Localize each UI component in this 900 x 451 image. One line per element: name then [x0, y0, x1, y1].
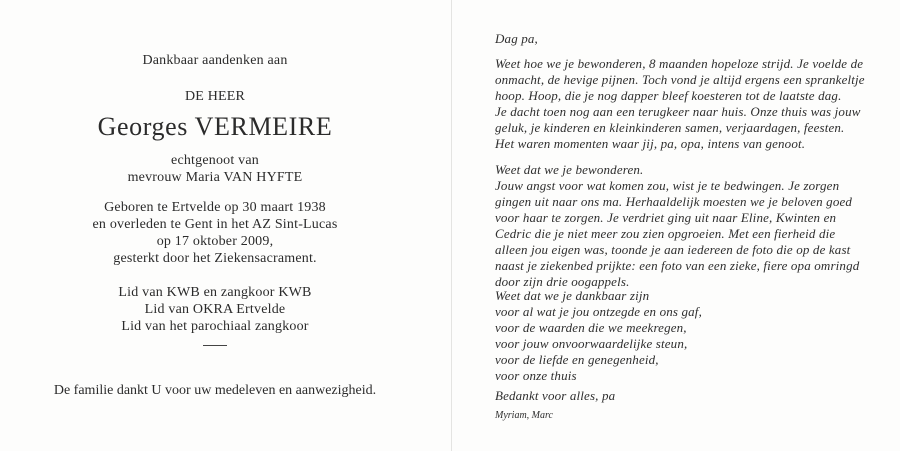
- closing-line: Bedankt voor alles, pa: [495, 388, 616, 403]
- poem-line: Het waren momenten waar jij, pa, opa, intens van genoot.: [495, 136, 806, 151]
- membership-line: Lid van OKRA Ertvelde: [144, 302, 286, 317]
- poem-line: geluk, je kinderen en kleinkinderen samen, verjaardagen, feesten.: [495, 120, 845, 135]
- poem-line: hoop. Hoop, die je nog dapper bleef koesteren tot de laatste dag.: [495, 88, 842, 103]
- poem-line: naast je ziekenbed prijkte: een foto van een zieke, fiere opa omringd: [495, 258, 860, 273]
- poem-line: Weet dat we je dankbaar zijn: [495, 288, 650, 303]
- spouse-label: echtgenoot van: [171, 153, 259, 168]
- family-thanks: De familie dankt U voor uw medeleven en aanwezigheid.: [53, 383, 377, 398]
- poem-line: voor haar te zorgen. Je verdriet ging uit naar Eline, Kwinten en: [495, 210, 837, 225]
- life-line: op 17 oktober 2009,: [156, 234, 274, 249]
- poem-line: Weet hoe we je bewonderen, 8 maanden hopeloze strijd. Je voelde de: [495, 56, 864, 71]
- poem-line: onmacht, de hevige pijnen. Toch vond je altijd ergens een sprankeltje: [495, 72, 865, 87]
- deceased-name: Georges VERMEIRE: [97, 112, 333, 141]
- poem-line: Weet dat we je bewonderen.: [495, 162, 644, 177]
- poem-line: voor de liefde en genegenheid,: [495, 352, 659, 367]
- poem-line: Je dacht toen nog aan een terugkeer naar huis. Onze thuis was jouw: [495, 104, 861, 119]
- life-line: gesterkt door het Ziekensacrament.: [113, 251, 317, 266]
- life-line: en overleden te Gent in het AZ Sint-Lucas: [92, 217, 338, 232]
- separator-rule: [203, 345, 227, 346]
- membership-line: Lid van KWB en zangkoor KWB: [118, 285, 312, 300]
- greeting: Dag pa,: [495, 31, 538, 46]
- poem-line: Cedric die je niet meer zou zien opgroeien. Met een fierheid die: [495, 226, 836, 241]
- poem-line: voor al wat je jou ontzegde en ons gaf,: [495, 304, 702, 319]
- membership-line: Lid van het parochiaal zangkoor: [121, 319, 309, 334]
- spouse-prefix: mevrouw: [127, 170, 182, 185]
- poem-line: voor jouw onvoorwaardelijke steun,: [495, 336, 688, 351]
- spouse-name: Maria VAN HYFTE: [185, 170, 303, 185]
- poem-line: Jouw angst voor wat komen zou, wist je te bedwingen. Je zorgen: [495, 178, 840, 193]
- life-line: Geboren te Ertvelde op 30 maart 1938: [104, 200, 326, 215]
- fold-line: [451, 0, 452, 451]
- signature: Myriam, Marc: [495, 410, 553, 421]
- poem-line: voor onze thuis: [495, 368, 577, 383]
- spouse-line: [0, 169, 430, 186]
- poem-line: alleen jou eigen was, toonde je aan iedereen de foto die op de kast: [495, 242, 851, 257]
- intro-text: Dankbaar aandenken aan: [142, 53, 288, 68]
- poem-line: door zijn drie oogappels.: [495, 274, 630, 289]
- title-text: DE HEER: [184, 89, 246, 104]
- poem-line: voor de waarden die we meekregen,: [495, 320, 687, 335]
- poem-line: gingen uit naar ons ma. Herhaaldelijk moesten we je beloven goed: [495, 194, 853, 209]
